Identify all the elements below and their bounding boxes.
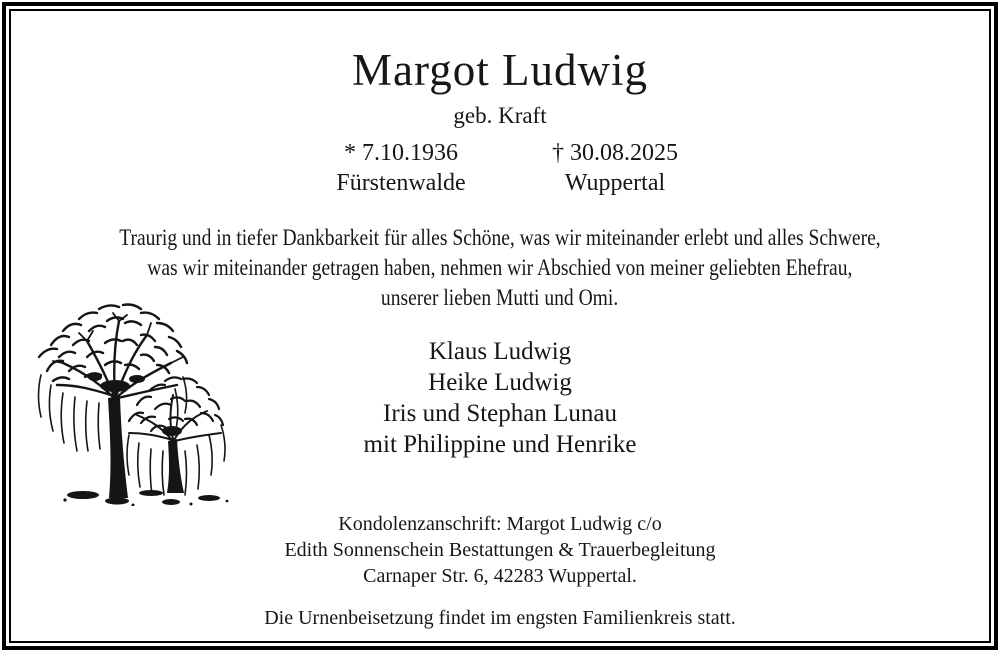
birth-place: Fürstenwalde (336, 170, 466, 196)
tribute-line-text: was wir miteinander getragen haben, nehmen wir Abschied von meiner geliebten Ehefrau, (147, 255, 853, 280)
death-place: Wuppertal (564, 170, 666, 196)
death-date-line (505, 138, 725, 168)
condolence-line: Carnaper Str. 6, 42283 Wuppertal. (363, 565, 637, 587)
condolence-line: Edith Sonnenschein Bestattungen & Trauerbegleitung (284, 539, 716, 561)
closing-note: Die Urnenbeisetzung findet im engsten Familienkreis statt. (264, 607, 736, 629)
mourner-name: Heike Ludwig (428, 369, 572, 396)
condolence-line: Kondolenzanschrift: Margot Ludwig c/o (338, 513, 662, 535)
maiden-name: geb. Kraft (453, 103, 547, 128)
birth-date: 7.10.1936 (362, 140, 458, 166)
mourner-name: mit Philippine und Henrike (363, 431, 637, 458)
death-info (505, 138, 725, 198)
condolence-address (0, 511, 1000, 589)
tribute-line-text: Traurig und in tiefer Dankbarkeit für alles Schöne, was wir miteinander erlebt und alles Schwere, (119, 225, 881, 250)
birth-info (291, 138, 511, 198)
mourners-list (0, 336, 1000, 460)
deceased-name: Margot Ludwig (352, 45, 648, 95)
tribute-line-text: unserer lieben Mutti und Omi. (381, 285, 619, 310)
tribute-line (0, 253, 1000, 283)
mourner-name: Iris und Stephan Lunau (383, 400, 617, 427)
born-symbol: * (344, 140, 356, 166)
tribute-line (0, 223, 1000, 253)
mourner-name: Klaus Ludwig (428, 338, 572, 365)
birth-date-line (291, 138, 511, 168)
cross-symbol: † (552, 140, 564, 166)
death-date: 30.08.2025 (570, 140, 678, 166)
